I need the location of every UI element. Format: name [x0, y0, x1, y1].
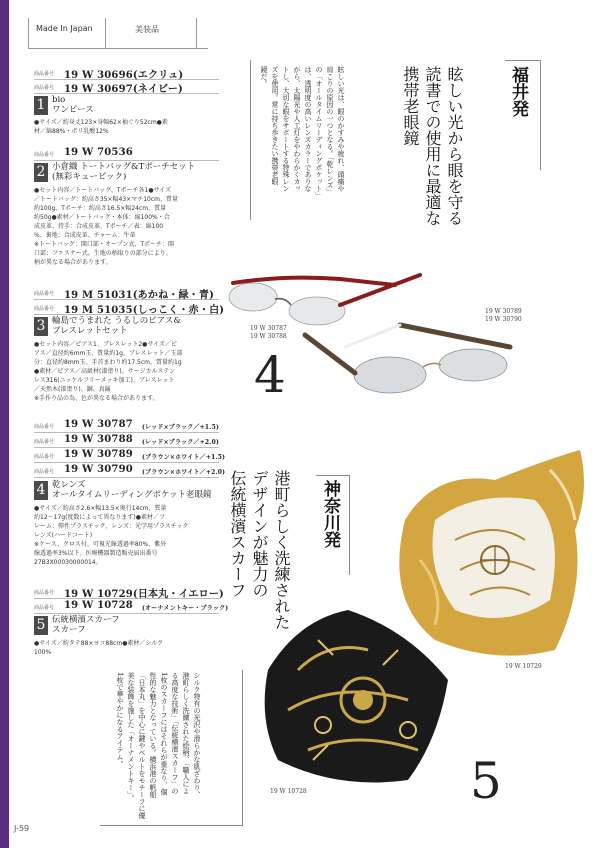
product-name: 乾レンズ オールタイムリーディングポケット老眼鏡: [52, 480, 212, 500]
feature-body-fukui: 眩しい光は、眼のかすみや疲れ、頭痛や 肩こりの原因の一つとなる。「乾レンズ」 の「オールタイムリーディングポケット」 は、透明度の高いレンズカラーでありな がら、太陽光や人工灯をやわらかくカッ トし、大切な眼をサポートする特殊レン ズを使用。常に持ち歩きたい携帯老眼 鏡だ。: [260, 66, 345, 199]
product-code-row: 商品番号 19 W 30697(ネイビー): [34, 80, 219, 94]
product-name: 小倉織 トートバッグ&Tポーチセット (無彩キュービック): [52, 162, 196, 182]
feature-frame-line: [349, 475, 350, 575]
image-caption-scarf-yellow: 19 W 10729: [505, 663, 542, 670]
page-number: J-59: [14, 824, 30, 833]
product-code-row: 商品番号 19 W 30789 (ブラウン×ホワイト／+1.5): [34, 449, 226, 461]
item-number-badge: 1: [34, 96, 48, 115]
product-code-row: 商品番号 19 W 30788 (レッド×ブラック／+2.0): [34, 434, 219, 446]
feature-frame-line: [316, 475, 350, 476]
purple-side-bar: [0, 0, 9, 848]
product-code-row: 商品番号 19 M 51031(あかね・緑・青): [34, 286, 219, 300]
feature-title-kanagawa: 港町らしく洗練された デザインが魅力の 伝統横濱スカーフ: [228, 470, 291, 630]
header-divider: [28, 18, 29, 48]
header-divider: [105, 18, 106, 48]
product-code-row: 商品番号 19 W 70536: [34, 147, 219, 161]
item-number-badge: 2: [34, 163, 48, 182]
header-divider: [196, 18, 197, 48]
feature-body-kanagawa: シルク特有の光沢や滑らかな肌ざわり、 港町らしく洗練された絵柄、「職人によ る高度な技術」「伝統横濱スカーフ」の 1枚のスカーフにはそれらが重なり、個 性的な魅力となっている。横浜港の帆船 「日本丸」を中心に鍵やベルトをモチーフに優 美な装飾を施した「オーナメントキー」。 1枚で華やかになるアイテム。: [116, 672, 201, 819]
product-code-row: 商品番号 19 W 10729(日本丸・イエロー): [34, 585, 219, 599]
header-made-in-japan: Made In Japan: [36, 24, 93, 33]
black-scarf-image: [258, 610, 458, 790]
product-code-row: 商品番号 19 W 10728 (オーナメントキー・ブラック): [34, 600, 229, 612]
product-name: 輪島でうまれた うるしのピアス& ブレスレットセット: [52, 316, 181, 336]
big-number-5: 5: [470, 752, 502, 810]
feature-frame-line: [505, 60, 541, 61]
feature-region-kanagawa: 神奈川発: [320, 480, 340, 548]
feature-frame-line: [100, 825, 243, 826]
product-code-row: 商品番号 19 W 30787 (レッド×ブラック／+1.5): [34, 419, 219, 431]
item-number-badge: 5: [34, 616, 48, 635]
product-description: ●セット内容／ピアス1、ブレスレット2●サイズ／ピ アス／直径約6mm玉、質量約1g、ブレスレット／玉部 分：直径約8mm玉、手首まわり約17.5cm、質量約1g ●素材／ピアス／高級材(漆塗り)、サージカルステン レス316(ニッケルフリーメッキ加工)、ブレスレット ／天然木(漆塗り)、銅、真鍮 ※手作り品の為、色が異なる場合があります。: [34, 341, 183, 402]
product-code-row: 商品番号 19 M 51035(しっこく・赤・白): [34, 301, 219, 315]
glasses-red-black: [229, 275, 420, 325]
product-description: ●サイズ／約身丈123×身幅62×袖ぐり52cm●素 材／綿88%・ポリ乳酸12%: [34, 119, 168, 135]
feature-title-fukui: 眩しい光から眼を守る 読書での使用に最適な 携帯老眼鏡: [401, 66, 464, 226]
product-description: ●サイズ／約高さ2.6×幅13.5×奥行14cm、質量 約12～17g(度数によって異なります)●素材／フ レーム：弾性プラスチック、レンズ：光学用プラスチック レンズ(ハードコート) ※ケース、クロス付。可視光線透過率80%、紫外 線透過率3%以下。医療機器製造販売届出番号 27B3X00030000014。: [34, 505, 189, 566]
item-number-badge: 4: [34, 481, 48, 500]
glasses-brown-white: [305, 325, 510, 393]
header-rule: [28, 48, 208, 49]
image-caption-scarf-black: 19 W 10728: [270, 788, 307, 795]
feature-region-fukui: 福井発: [508, 66, 528, 117]
product-code-row: 商品番号 19 W 30790 (ブラウン×ホワイト／+2.0): [34, 464, 226, 476]
image-caption-glasses-brown: 19 W 30789 19 W 30790: [485, 308, 522, 323]
product-description: ●セット内容／トートバッグ、Tポーチ各1●サイズ ／トートバッグ：約高さ35×幅43×マチ10cm、質量 約100g、Tポーチ：約高さ16.5×幅24cm、質量 約50g●素材／トートバッグ・本体：綿100%・合 成皮革、持手：合成皮革、Tポーチ／表：綿100 %、裏地：合成皮革、チャーム：牛革 ※トートバッグ：開口部・オープン式、Tポーチ：開 口部：ファスナー式。生地の柄取りの部分により、 柄が異なる場合があります。: [34, 187, 178, 266]
product-name: bio ワンピース: [52, 95, 94, 115]
feature-frame-line: [540, 60, 541, 170]
product-name: 伝統横濱スカーフ スカーフ: [52, 615, 120, 635]
image-caption-glasses-red: 19 W 30787 19 W 30788: [250, 325, 287, 340]
big-number-4: 4: [254, 346, 286, 404]
product-description: ●サイズ／約タテ88×ヨコ88cm●素材／シルク 100%: [34, 640, 164, 656]
header-category: 美装品: [135, 25, 159, 34]
feature-frame-line: [242, 670, 243, 825]
product-code-row: 商品番号 19 W 30696(エクリュ): [34, 66, 219, 80]
item-number-badge: 3: [34, 317, 48, 336]
feature-frame-line: [250, 60, 251, 220]
